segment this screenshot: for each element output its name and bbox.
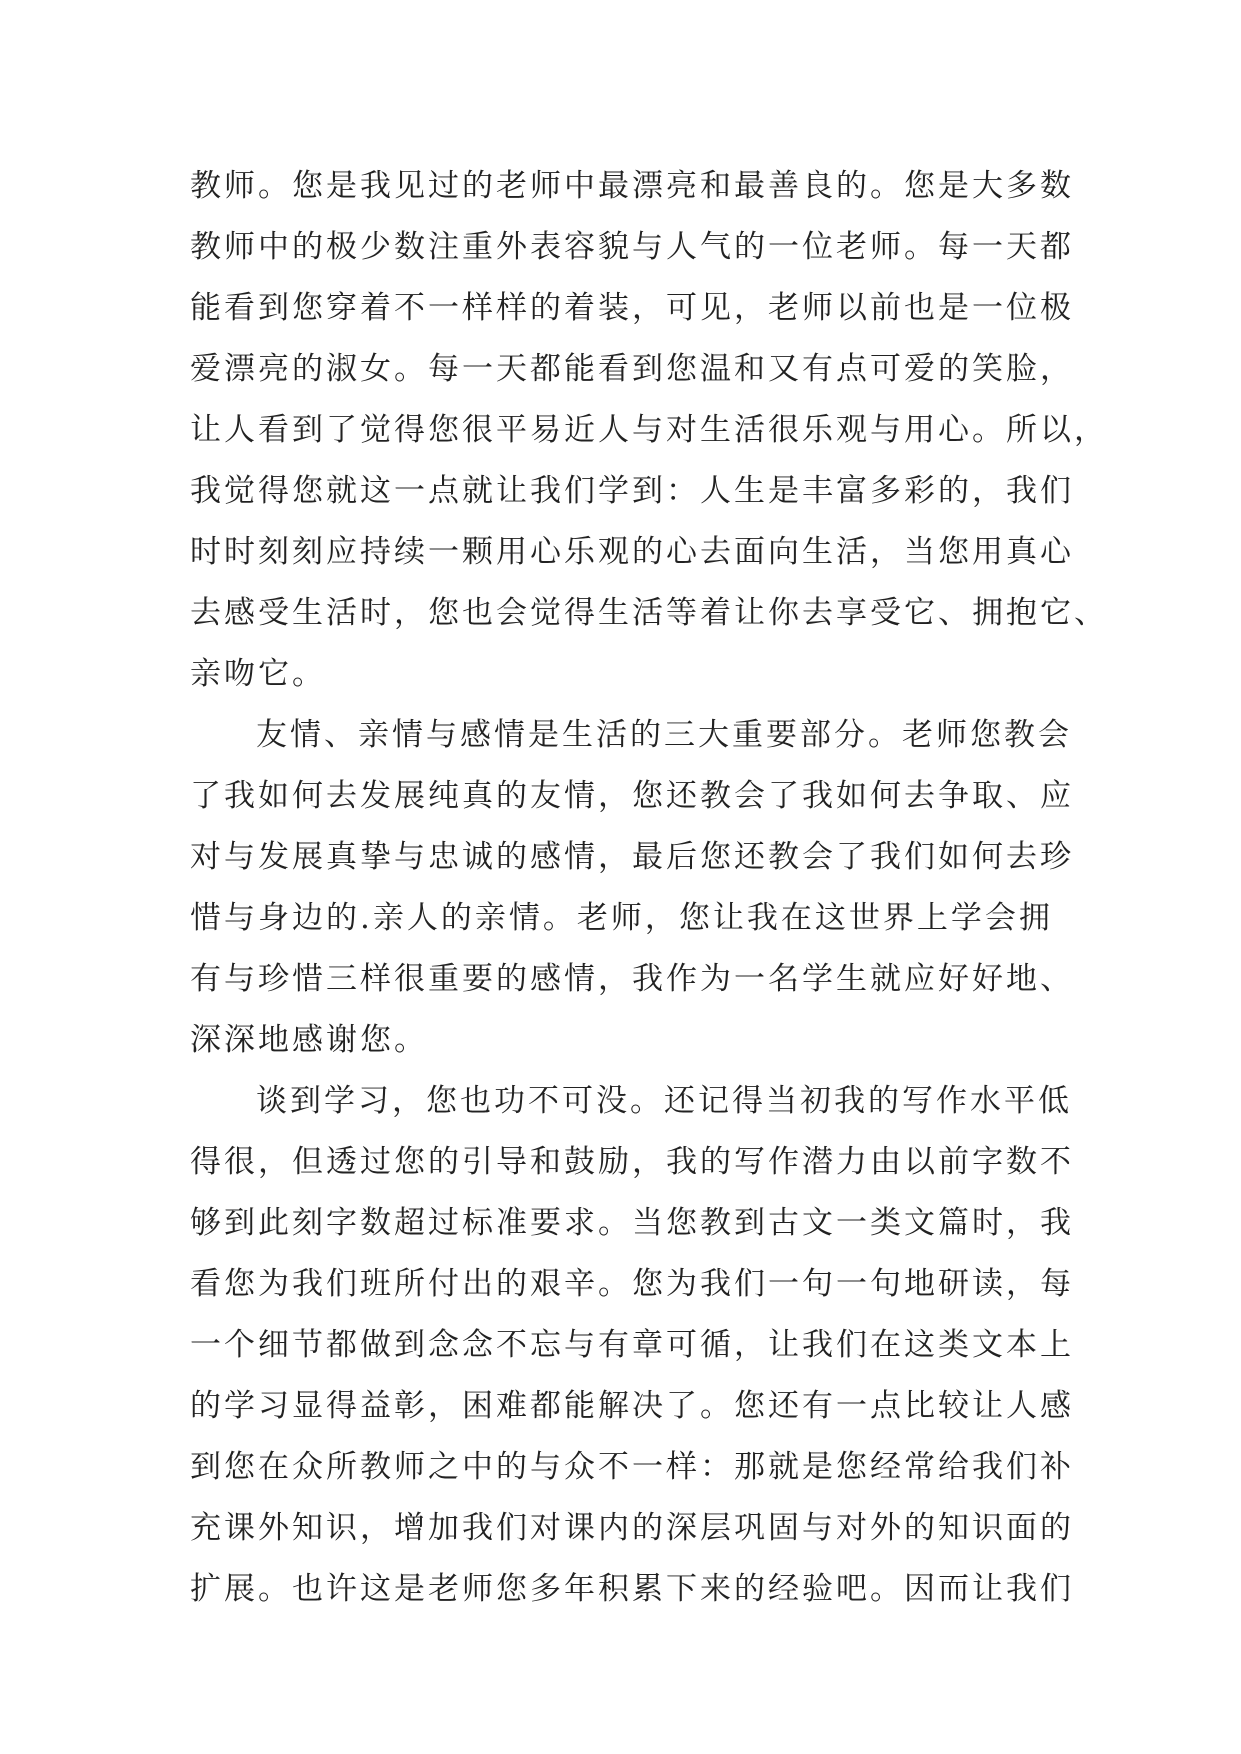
text-line: 充课外知识，增加我们对课内的深层巩固与对外的知识面的 [190,1510,1074,1546]
text-line: 看您为我们班所付出的艰辛。您为我们一句一句地研读，每 [190,1266,1074,1302]
text-line-first: 谈到学习，您也功不可没。还记得当初我的写作水平低 [256,1083,1072,1119]
paragraph-1 [190,156,1108,705]
text-line: 能看到您穿着不一样样的着装，可见，老师以前也是一位极 [190,290,1074,326]
text-line: 教师。您是我见过的老师中最漂亮和最善良的。您是大多数 [190,168,1074,204]
document-body [190,156,1108,1620]
text-line: 深深地感谢您。 [190,1022,428,1058]
text-line: 扩展。也许这是老师您多年积累下来的经验吧。因而让我们 [190,1571,1074,1607]
text-line: 到您在众所教师之中的与众不一样：那就是您经常给我们补 [190,1449,1074,1485]
paragraph-3 [190,1071,1074,1620]
text-line: 让人看到了觉得您很平易近人与对生活很乐观与用心。所以， [190,412,1108,448]
text-line: 我觉得您就这一点就让我们学到：人生是丰富多彩的，我们 [190,473,1074,509]
paragraph-2 [190,705,1074,1071]
text-line: 惜与身边的.亲人的亲情。老师，您让我在这世界上学会拥 [190,900,1053,936]
text-line-first: 友情、亲情与感情是生活的三大重要部分。老师您教会 [256,717,1072,753]
text-line: 时时刻刻应持续一颗用心乐观的心去面向生活，当您用真心 [190,534,1074,570]
text-line: 一个细节都做到念念不忘与有章可循，让我们在这类文本上 [190,1327,1074,1363]
text-line: 亲吻它。 [190,656,326,692]
text-line: 够到此刻字数超过标准要求。当您教到古文一类文篇时，我 [190,1205,1074,1241]
text-line: 教师中的极少数注重外表容貌与人气的一位老师。每一天都 [190,229,1074,265]
text-line: 的学习显得益彰，困难都能解决了。您还有一点比较让人感 [190,1388,1074,1424]
text-line: 爱漂亮的淑女。每一天都能看到您温和又有点可爱的笑脸， [190,351,1074,387]
text-line: 去感受生活时，您也会觉得生活等着让你去享受它、拥抱它、 [190,595,1108,631]
text-line: 了我如何去发展纯真的友情，您还教会了我如何去争取、应 [190,778,1074,814]
text-line: 得很，但透过您的引导和鼓励，我的写作潜力由以前字数不 [190,1144,1074,1180]
text-line: 有与珍惜三样很重要的感情，我作为一名学生就应好好地、 [190,961,1074,997]
text-line: 对与发展真挚与忠诚的感情，最后您还教会了我们如何去珍 [190,839,1074,875]
